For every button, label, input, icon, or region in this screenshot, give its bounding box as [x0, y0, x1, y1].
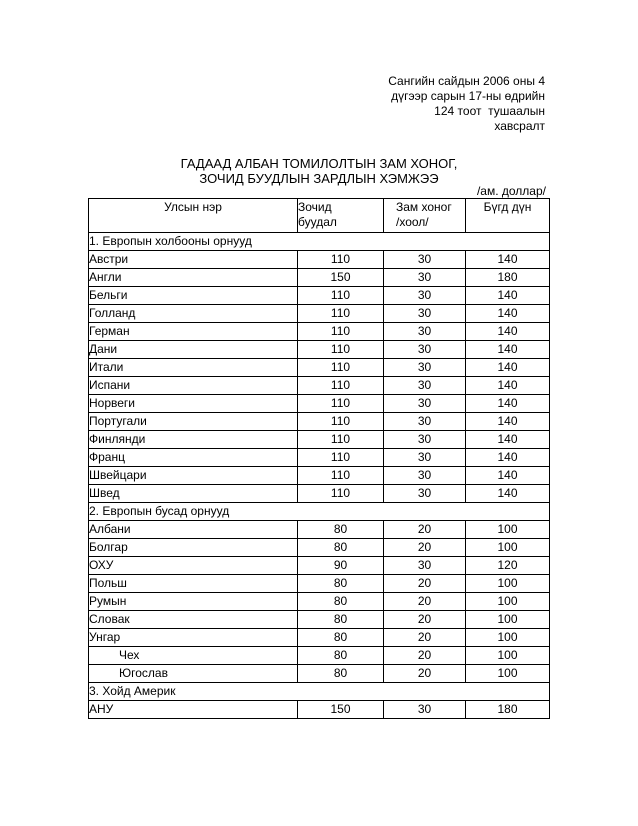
header-total-label: Бүгд дүн	[483, 200, 532, 214]
header-hotel-line2: буудал	[298, 215, 337, 229]
total-cost-cell: 140	[466, 431, 550, 449]
table-row	[89, 305, 550, 323]
hotel-cost-cell: 110	[298, 431, 384, 449]
country-name-cell: Итали	[89, 359, 298, 377]
hotel-cost-cell: 110	[298, 341, 384, 359]
country-name-cell: Герман	[89, 323, 298, 341]
perdiem-cost-cell: 30	[384, 449, 466, 467]
total-cost-cell: 140	[466, 485, 550, 503]
country-name-cell: Польш	[89, 575, 298, 593]
header-hotel-line1: Зочид	[298, 200, 332, 214]
perdiem-cost-cell: 30	[384, 413, 466, 431]
perdiem-cost-cell: 30	[384, 467, 466, 485]
table-row	[89, 665, 550, 683]
table-row	[89, 431, 550, 449]
perdiem-cost-cell: 20	[384, 575, 466, 593]
hotel-cost-cell: 110	[298, 485, 384, 503]
perdiem-cost-cell: 30	[384, 557, 466, 575]
hotel-cost-cell: 150	[298, 269, 384, 287]
hotel-cost-cell: 80	[298, 629, 384, 647]
country-name-cell: Албани	[89, 521, 298, 539]
hotel-cost-cell: 110	[298, 449, 384, 467]
table-row	[89, 395, 550, 413]
table-body	[89, 233, 550, 719]
header-country-label: Улсын нэр	[164, 200, 222, 214]
country-name-cell: Франц	[89, 449, 298, 467]
perdiem-cost-cell: 20	[384, 539, 466, 557]
country-name-cell: Швед	[89, 485, 298, 503]
perdiem-cost-cell: 20	[384, 521, 466, 539]
country-name-cell: Австри	[89, 251, 298, 269]
total-cost-cell: 180	[466, 269, 550, 287]
total-cost-cell: 140	[466, 449, 550, 467]
total-cost-cell: 140	[466, 467, 550, 485]
country-name-cell: Португали	[89, 413, 298, 431]
total-cost-cell: 100	[466, 593, 550, 611]
group-row	[89, 503, 550, 521]
perdiem-cost-cell: 30	[384, 305, 466, 323]
total-cost-cell: 140	[466, 323, 550, 341]
table-row	[89, 521, 550, 539]
country-name-cell: Голланд	[89, 305, 298, 323]
total-cost-cell: 120	[466, 557, 550, 575]
total-cost-cell: 140	[466, 395, 550, 413]
total-cost-cell: 100	[466, 521, 550, 539]
table-row	[89, 287, 550, 305]
header-total	[466, 199, 550, 233]
hotel-cost-cell: 110	[298, 395, 384, 413]
perdiem-cost-cell: 20	[384, 647, 466, 665]
annex-line: дүгээр сарын 17-ны өдрийн	[391, 89, 545, 103]
hotel-cost-cell: 110	[298, 323, 384, 341]
perdiem-cost-cell: 30	[384, 377, 466, 395]
annex-line: Сангийн сайдын 2006 оны 4	[388, 74, 545, 88]
country-name-cell: Югослав	[89, 665, 298, 683]
hotel-cost-cell: 80	[298, 575, 384, 593]
perdiem-cost-cell: 30	[384, 323, 466, 341]
table-row	[89, 485, 550, 503]
table-row	[89, 701, 550, 719]
hotel-cost-cell: 110	[298, 359, 384, 377]
perdiem-cost-cell: 20	[384, 593, 466, 611]
total-cost-cell: 140	[466, 359, 550, 377]
annex-note	[388, 74, 545, 134]
table-row	[89, 251, 550, 269]
perdiem-cost-cell: 30	[384, 287, 466, 305]
title-line: ЗОЧИД БУУДЛЫН ЗАРДЛЫН ХЭМЖЭЭ	[199, 171, 439, 186]
hotel-cost-cell: 80	[298, 647, 384, 665]
country-name-cell: Финлянди	[89, 431, 298, 449]
total-cost-cell: 100	[466, 539, 550, 557]
total-cost-cell: 140	[466, 413, 550, 431]
header-perdiem-line2: /хоол/	[396, 215, 429, 229]
country-name-cell: Испани	[89, 377, 298, 395]
currency-unit: /ам. доллар/	[476, 184, 546, 198]
hotel-cost-cell: 110	[298, 305, 384, 323]
total-cost-cell: 140	[466, 305, 550, 323]
table-row	[89, 449, 550, 467]
total-cost-cell: 100	[466, 611, 550, 629]
perdiem-cost-cell: 20	[384, 665, 466, 683]
country-name-cell: Дани	[89, 341, 298, 359]
group-row	[89, 233, 550, 251]
perdiem-cost-cell: 30	[384, 485, 466, 503]
total-cost-cell: 180	[466, 701, 550, 719]
hotel-cost-cell: 110	[298, 413, 384, 431]
group-label: 3. Хойд Америк	[89, 683, 550, 701]
hotel-cost-cell: 110	[298, 377, 384, 395]
header-hotel	[298, 199, 384, 233]
country-name-cell: Норвеги	[89, 395, 298, 413]
table-row	[89, 467, 550, 485]
total-cost-cell: 140	[466, 377, 550, 395]
table-header-row	[89, 199, 550, 233]
country-name-cell: Румын	[89, 593, 298, 611]
total-cost-cell: 100	[466, 665, 550, 683]
table-row	[89, 377, 550, 395]
perdiem-cost-cell: 20	[384, 611, 466, 629]
table-row	[89, 539, 550, 557]
table-row	[89, 575, 550, 593]
title-line: ГАДААД АЛБАН ТОМИЛОЛТЫН ЗАМ ХОНОГ,	[180, 156, 458, 171]
total-cost-cell: 140	[466, 287, 550, 305]
table-row	[89, 629, 550, 647]
total-cost-cell: 100	[466, 629, 550, 647]
header-country	[89, 199, 298, 233]
perdiem-cost-cell: 30	[384, 395, 466, 413]
hotel-cost-cell: 80	[298, 539, 384, 557]
hotel-cost-cell: 150	[298, 701, 384, 719]
table-row	[89, 557, 550, 575]
hotel-cost-cell: 80	[298, 611, 384, 629]
hotel-cost-cell: 80	[298, 593, 384, 611]
perdiem-cost-cell: 30	[384, 431, 466, 449]
group-label: 2. Европын бусад орнууд	[89, 503, 550, 521]
hotel-cost-cell: 110	[298, 287, 384, 305]
hotel-cost-cell: 110	[298, 251, 384, 269]
header-perdiem	[384, 199, 466, 233]
table-row	[89, 413, 550, 431]
perdiem-cost-cell: 30	[384, 359, 466, 377]
hotel-cost-cell: 90	[298, 557, 384, 575]
total-cost-cell: 100	[466, 575, 550, 593]
country-name-cell: Швейцари	[89, 467, 298, 485]
perdiem-cost-cell: 20	[384, 629, 466, 647]
country-name-cell: ОХУ	[89, 557, 298, 575]
country-name-cell: Унгар	[89, 629, 298, 647]
perdiem-cost-cell: 30	[384, 269, 466, 287]
perdiem-cost-cell: 30	[384, 341, 466, 359]
document-title	[0, 156, 638, 186]
annex-line: 124 тоот тушаалын	[434, 104, 545, 118]
table-row	[89, 359, 550, 377]
table-row	[89, 593, 550, 611]
country-name-cell: Чех	[89, 647, 298, 665]
table-row	[89, 611, 550, 629]
country-name-cell: Словак	[89, 611, 298, 629]
hotel-cost-cell: 110	[298, 467, 384, 485]
total-cost-cell: 140	[466, 251, 550, 269]
table-row	[89, 647, 550, 665]
total-cost-cell: 140	[466, 341, 550, 359]
total-cost-cell: 100	[466, 647, 550, 665]
group-row	[89, 683, 550, 701]
perdiem-cost-cell: 30	[384, 701, 466, 719]
table-row	[89, 269, 550, 287]
expense-table	[88, 198, 550, 719]
group-label: 1. Европын холбооны орнууд	[89, 233, 550, 251]
hotel-cost-cell: 80	[298, 521, 384, 539]
country-name-cell: АНУ	[89, 701, 298, 719]
country-name-cell: Бельги	[89, 287, 298, 305]
country-name-cell: Англи	[89, 269, 298, 287]
hotel-cost-cell: 80	[298, 665, 384, 683]
annex-line: хавсралт	[494, 119, 545, 133]
country-name-cell: Болгар	[89, 539, 298, 557]
table-row	[89, 341, 550, 359]
perdiem-cost-cell: 30	[384, 251, 466, 269]
table-row	[89, 323, 550, 341]
header-perdiem-line1: Зам хоног	[396, 200, 452, 214]
